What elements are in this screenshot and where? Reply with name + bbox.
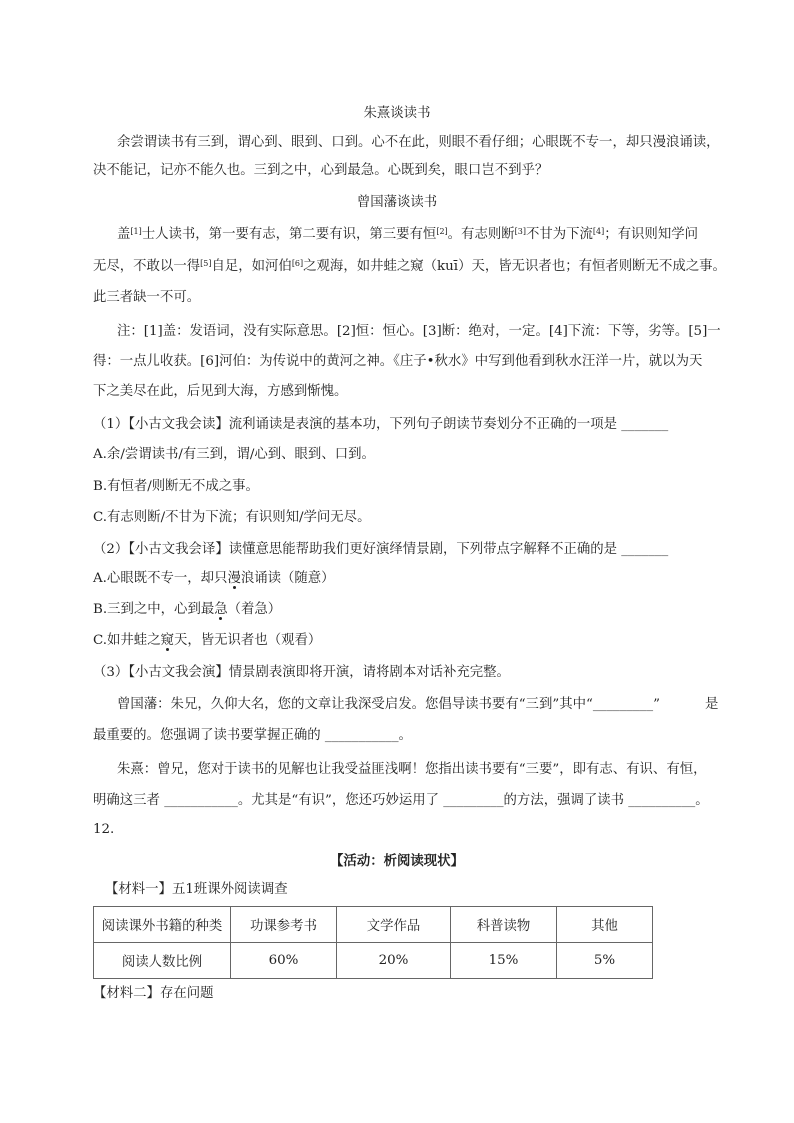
table-cell: 15% [451,943,557,979]
question-number-12: 12. [93,822,115,837]
footnote-mark-1: [1] [130,227,142,236]
table-cell: 文学作品 [337,907,451,943]
zeng-text-line-2: 无尽，不敢以一得[5]自足，如河伯[6]之观海，如井蛙之窥（kuī）天，皆无识者也；有恒者则断无不成之事。 [93,259,726,274]
footnote-mark-2: [2] [436,227,448,236]
zhuxi-text-line-2: 决不能记，记亦不能久也。三到之中，心到最急。心既到矣，眼口岂不到乎？ [93,163,549,178]
question-1-option-c: C.有志则断/不甘为下流；有识则知/学问无尽。 [93,510,371,525]
question-1-stem: （1）【小古文我会读】流利诵读是表演的基本功，下列句子朗读节奏划分不正确的一项是 _______ [93,417,669,432]
table-cell: 其他 [557,907,653,943]
zeng-text-line-3: 此三者缺一不可。 [93,290,201,305]
question-2-option-b: B.三到之中，心到最急（着急） [93,602,282,617]
table-row [94,907,653,943]
zeng-text-line-1: 盖[1]士人读书，第一要有志，第二要有识，第三要有恒[2]。有志则断[3]不甘为下流[4]；有识则知学问 [117,227,698,242]
dialogue-zhu-line-2: 明确这三者 ___________。尤其是“有识”，您还巧妙运用了 _________的方法，强调了读书 __________。 [93,793,709,808]
footnote-mark-6: [6] [291,259,304,268]
zhuxi-text-line-1: 余尝谓读书有三到，谓心到、眼到、口到。心不在此，则眼不看仔细；心眼既不专一，却只漫浪诵读， [117,135,720,150]
question-1-option-a: A.余/尝谓读书/有三到，谓/心到、眼到、口到。 [93,447,375,462]
emphasis-dot-char: 急 [214,602,228,617]
table-cell: 5% [557,943,653,979]
question-1-option-b: B.有恒者/则断无不成之事。 [93,479,259,494]
material-2-label: 【材料二】存在问题 [93,986,214,1001]
footnote-mark-5: [5] [200,259,212,268]
question-2-stem: （2）【小古文我会译】读懂意思能帮助我们更好演绎情景剧，下列带点字解释不正确的是 _______ [93,542,669,557]
table-cell: 科普读物 [451,907,557,943]
dialogue-zhu-line-1: 朱熹：曾兄，您对于读书的见解也让我受益匪浅啊！您指出读书要有“三要”，即有志、有识、有恒， [117,762,707,777]
footnote-mark-3: [3] [514,227,526,236]
table-cell: 阅读人数比例 [94,943,231,979]
table-cell: 阅读课外书籍的种类 [94,907,231,943]
table-cell: 功课参考书 [231,907,337,943]
dialogue-zeng-line-1-end: 是 [705,697,719,712]
material-1-label: 【材料一】五1班课外阅读调查 [105,882,288,897]
reading-survey-table [93,906,653,979]
notes-line-3: 下之美尽在此，后见到大海，方感到惭愧。 [93,384,348,399]
question-3-stem: （3）【小古文我会演】情景剧表演即将开演，请将剧本对话补充完整。 [93,665,510,680]
title-zhuxi: 朱熹谈读书 [363,106,431,121]
question-2-option-c: C.如井蛙之窥天，皆无识者也（观看） [93,633,322,648]
table-cell: 20% [337,943,451,979]
notes-line-1: 注：[1]盖：发语词，没有实际意思。[2]恒：恒心。[3]断：绝对，一定。[4]下流：下等，劣等。[5]一 [117,324,721,339]
footnote-mark-4: [4] [592,227,605,236]
dialogue-zeng-line-1: 曾国藩：朱兄，久仰大名，您的文章让我深受启发。您倡导读书要有“三到”其中“_________” [117,697,660,712]
emphasis-dot-char: 窥 [160,633,174,648]
activity-title: 【活动：析阅读现状】 [330,853,464,869]
dialogue-zeng-line-2: 最重要的。您强调了读书要掌握正确的 ___________。 [93,728,412,743]
table-cell: 60% [231,943,337,979]
emphasis-dot-char: 漫 [227,571,241,586]
notes-line-2: 得：一点儿收获。[6]河伯：为传说中的黄河之神。《庄子•秋水》中写到他看到秋水汪洋一片，就以为天 [93,354,703,369]
table-row [94,943,653,979]
question-2-option-a: A.心眼既不专一，却只漫浪诵读（随意） [93,571,335,586]
title-zengguofan: 曾国藩谈读书 [356,195,438,210]
